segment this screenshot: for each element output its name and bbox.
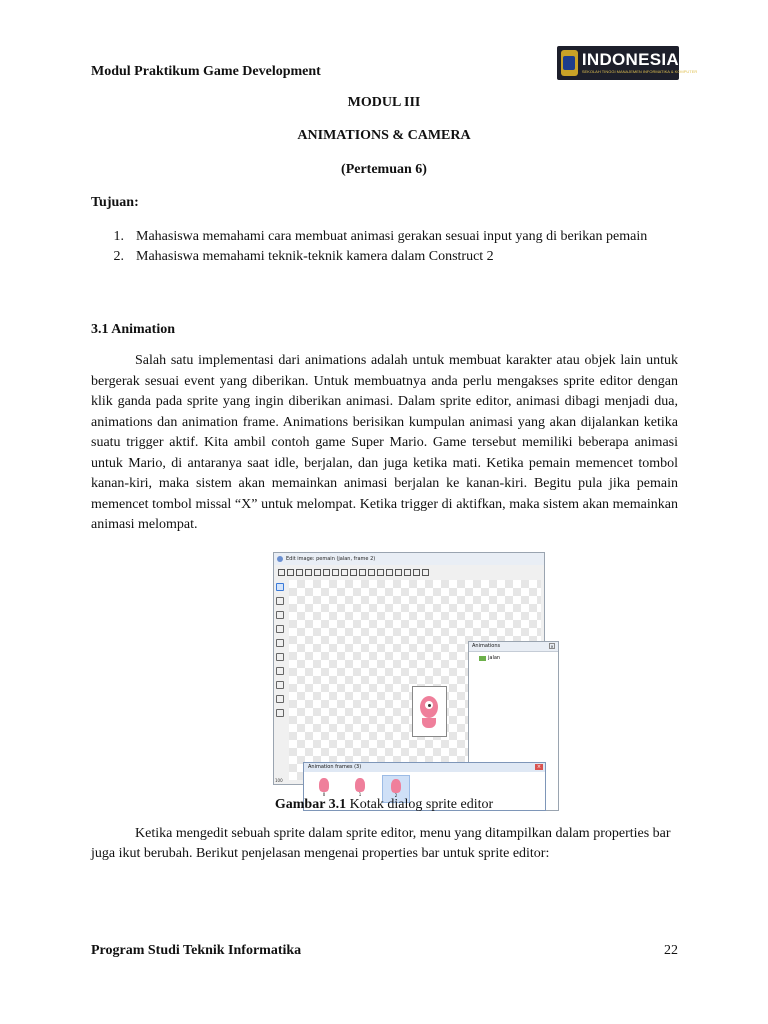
animation-item-label: jalan xyxy=(488,655,501,661)
footer-program: Program Studi Teknik Informatika xyxy=(91,943,302,958)
module-number: MODUL III xyxy=(347,95,421,110)
eyedropper-tool-icon xyxy=(276,681,284,689)
copy-icon xyxy=(314,569,321,576)
app-icon xyxy=(277,556,283,562)
frame-label: 2 xyxy=(394,793,398,798)
eraser-tool-icon xyxy=(276,597,284,605)
meeting-number: (Pertemuan 6) xyxy=(341,162,427,177)
save-icon xyxy=(296,569,303,576)
frames-dialog-title: Animation frames (3) xyxy=(308,764,362,770)
select-tool-icon xyxy=(276,583,284,591)
page-number: 22 xyxy=(664,943,678,958)
list-item-text: Mahasiswa memahami teknik-teknik kamera dalam Construct 2 xyxy=(136,249,494,264)
resize-icon xyxy=(386,569,393,576)
grid-icon xyxy=(422,569,429,576)
crop-icon xyxy=(377,569,384,576)
rotate-left-icon xyxy=(359,569,366,576)
objectives-list xyxy=(91,227,681,267)
fill-tool-icon xyxy=(276,667,284,675)
figure-caption xyxy=(0,797,768,813)
zoom-in-icon xyxy=(395,569,402,576)
list-item-number: 2. xyxy=(113,249,124,264)
close-icon: × xyxy=(536,764,542,770)
editor-title-text: Edit image: pemain (jalan, frame 2) xyxy=(286,556,376,562)
list-item-number: 1. xyxy=(113,229,124,244)
flip-icon xyxy=(350,569,357,576)
emblem-icon xyxy=(561,50,578,76)
running-header: Modul Praktikum Game Development xyxy=(91,64,321,79)
logo-subtext: SEKOLAH TINGGI MANAJEMEN INFORMATIKA & KOMPUTER xyxy=(581,69,698,74)
zoom-out-icon xyxy=(404,569,411,576)
editor-window-title xyxy=(274,553,544,565)
rectangle-tool-icon xyxy=(276,653,284,661)
animation-icon xyxy=(479,656,486,661)
editor-toolbar xyxy=(274,566,544,578)
zoom-reset-icon xyxy=(413,569,420,576)
mirror-icon xyxy=(341,569,348,576)
list-item xyxy=(91,247,681,267)
module-topic: ANIMATIONS & CAMERA xyxy=(297,128,471,143)
editor-toolbox xyxy=(276,583,288,717)
sprite-editor-screenshot xyxy=(273,552,554,798)
polygon-tool-icon xyxy=(276,709,284,717)
brush-tool-icon xyxy=(276,625,284,633)
animation-item xyxy=(479,655,558,661)
line-tool-icon xyxy=(276,639,284,647)
open-icon xyxy=(287,569,294,576)
objectives-heading: Tujuan: xyxy=(91,195,139,210)
body-paragraph: Salah satu implementasi dari animations adalah untuk membuat karakter atau objek lain untuk bergerak sesuai event yang diberikan. Untuk membuatnya anda perlu mengakses sprite editor dengan klik ganda pada sprite yang ingin diberikan animasi. Dalam sprite editor, animasi dibagi menjadi dua, animations dan animation frame. Animations berisikan kumpulan animasi yang akan dijalankan ketika suatu trigger aktif. Kita ambil contoh game Super Mario. Game tersebut memiliki beberapa animasi untuk Mario, di antaranya saat idle, berjalan, dan juga ketika mati. Ketika pemain memencet tombol kanan-kiri, maka sistem akan memainkan animasi berjalan ke kanan-kiri. Begitu pula jika pemain memencet tombol missal “X” untuk melompat. Ketika trigger di aktifkan, maka sistem akan memainkan animasi melompat. xyxy=(91,353,678,532)
cut-icon xyxy=(332,569,339,576)
rotate-right-icon xyxy=(368,569,375,576)
import-icon xyxy=(305,569,312,576)
pencil-tool-icon xyxy=(276,611,284,619)
origin-tool-icon xyxy=(276,695,284,703)
institution-logo xyxy=(557,46,698,80)
animations-panel-title: Animations xyxy=(472,643,501,649)
sprite-preview xyxy=(412,686,447,737)
frame-label: 1 xyxy=(358,792,362,797)
new-icon xyxy=(278,569,285,576)
section-heading: 3.1 Animation xyxy=(91,322,176,337)
close-icon: × xyxy=(550,644,554,649)
editor-canvas xyxy=(289,580,554,798)
paste-icon xyxy=(323,569,330,576)
figure-caption-text: Kotak dialog sprite editor xyxy=(346,797,494,812)
zoom-level: 100 xyxy=(275,778,283,783)
body-paragraph: Ketika mengedit sebuah sprite dalam sprite editor, menu yang ditampilkan dalam properties bar juga ikut berubah. Berikut penjelasan mengenai properties bar untuk sprite editor: xyxy=(91,826,671,861)
list-item xyxy=(91,227,681,247)
frame-label: 0 xyxy=(322,792,326,797)
list-item-text: Mahasiswa memahami cara membuat animasi gerakan sesuai input yang di berikan pemain xyxy=(136,229,648,244)
logo-wordmark: INDONESIA xyxy=(581,50,679,69)
figure-number: Gambar 3.1 xyxy=(274,797,347,812)
